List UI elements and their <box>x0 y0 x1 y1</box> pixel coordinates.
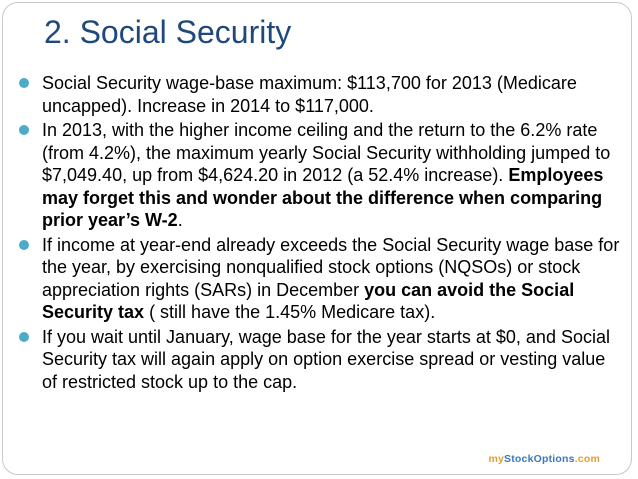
logo-part-com: .com <box>574 453 600 465</box>
bullet-text: If income at year-end already exceeds the Social Security wage base for the year, by exercising nonqualified stock options (NQSOs) or stock appreciation rights (SARs) in December <box>42 234 620 300</box>
bullet-year-end-exercise <box>17 234 622 324</box>
logo-part-my: my <box>488 453 505 465</box>
bullet-trailing-text: ( still have the 1.45% Medicare tax). <box>144 302 436 322</box>
mystockoptions-logo <box>488 453 600 465</box>
logo-part-stockoptions: StockOptions <box>504 453 575 465</box>
bullet-list <box>17 72 622 395</box>
bullet-bold-text: you can avoid the Social Security tax <box>42 279 575 322</box>
bullet-wage-base <box>17 72 622 117</box>
bullet-dot-icon <box>19 125 29 135</box>
bullet-bold-text: Employees may forget this and wonder about the difference when comparing prior year’s W-2 <box>42 165 604 230</box>
bullet-withholding <box>17 119 622 232</box>
bullet-trailing-text: . <box>177 210 183 230</box>
bullet-dot-icon <box>19 332 29 342</box>
bullet-text: If you wait until January, wage base for the year starts at $0, and Social Security tax will again apply on option exercise spread or vesting value of restricted stock up to the cap. <box>42 326 610 392</box>
bullet-dot-icon <box>19 78 29 88</box>
slide-title: 2. Social Security <box>44 14 292 50</box>
bullet-text: Social Security wage-base maximum: $113,700 for 2013 (Medicare uncapped). Increase in 2014 to $117,000. <box>42 73 577 116</box>
bullet-text: In 2013, with the higher income ceiling and the return to the 6.2% rate (from 4.2%), the maximum yearly Social Security withholding jumped to $7,049.40, up from $4,624.20 in 2012 (a 52.4% increase). <box>42 120 611 185</box>
bullet-dot-icon <box>19 240 29 250</box>
bullet-january <box>17 326 622 394</box>
